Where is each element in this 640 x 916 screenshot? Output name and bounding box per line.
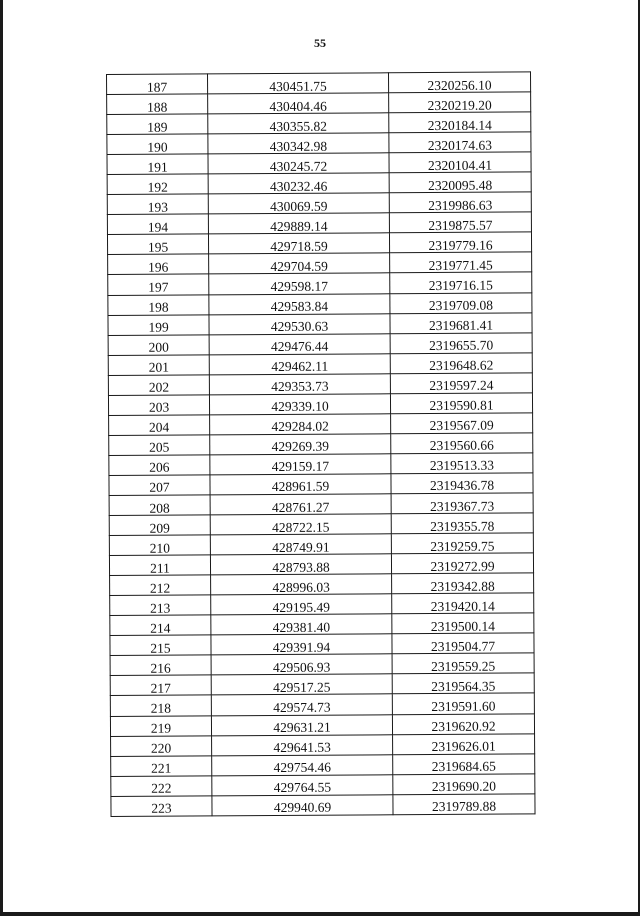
point-number-cell: 188: [107, 94, 208, 115]
y-coordinate-cell: 2319875.57: [389, 212, 531, 233]
x-coordinate-cell: 428996.03: [211, 574, 392, 595]
y-coordinate-cell: 2319648.62: [390, 353, 532, 374]
point-number-cell: 194: [107, 214, 208, 235]
x-coordinate-cell: 429391.94: [211, 634, 392, 655]
x-coordinate-cell: 429284.02: [210, 414, 391, 435]
x-coordinate-cell: 429583.84: [209, 293, 390, 314]
x-coordinate-cell: 430355.82: [208, 113, 389, 134]
table-row: [110, 693, 534, 716]
x-coordinate-cell: 429159.17: [210, 454, 391, 475]
point-number-cell: 195: [107, 234, 208, 255]
point-number-cell: 190: [107, 134, 208, 155]
y-coordinate-cell: 2319597.24: [390, 373, 532, 394]
x-coordinate-cell: 429353.73: [209, 373, 390, 394]
table-row: [108, 292, 532, 315]
y-coordinate-cell: 2320184.14: [389, 112, 531, 133]
y-coordinate-cell: 2319655.70: [390, 333, 532, 354]
point-number-cell: 214: [110, 615, 211, 636]
point-number-cell: 219: [110, 715, 211, 736]
y-coordinate-cell: 2319620.92: [392, 713, 534, 734]
point-number-cell: 207: [109, 475, 210, 496]
x-coordinate-cell: 429506.93: [211, 654, 392, 675]
table-row: [110, 613, 534, 636]
table-row: [107, 192, 531, 215]
table-row: [107, 132, 531, 155]
x-coordinate-cell: 428961.59: [210, 474, 391, 495]
point-number-cell: 210: [109, 535, 210, 556]
y-coordinate-cell: 2319564.35: [392, 673, 534, 694]
point-number-cell: 202: [108, 375, 209, 396]
point-number-cell: 187: [107, 74, 208, 95]
y-coordinate-cell: 2319567.09: [391, 413, 533, 434]
x-coordinate-cell: 429195.49: [211, 594, 392, 615]
point-number-cell: 213: [110, 595, 211, 616]
x-coordinate-cell: 429631.21: [211, 714, 392, 735]
table-row: [107, 172, 531, 195]
y-coordinate-cell: 2319771.45: [390, 252, 532, 273]
x-coordinate-cell: 429269.39: [210, 434, 391, 455]
x-coordinate-cell: 429339.10: [209, 394, 390, 415]
point-number-cell: 201: [108, 355, 209, 376]
table-row: [107, 152, 531, 175]
table-row: [108, 373, 532, 396]
x-coordinate-cell: 429476.44: [209, 333, 390, 354]
table-row: [109, 413, 533, 436]
table-row: [110, 713, 534, 736]
table-row: [108, 252, 532, 275]
y-coordinate-cell: 2319500.14: [392, 613, 534, 634]
x-coordinate-cell: 430232.46: [208, 173, 389, 194]
y-coordinate-cell: 2319504.77: [392, 633, 534, 654]
y-coordinate-cell: 2319513.33: [391, 453, 533, 474]
point-number-cell: 218: [110, 695, 211, 716]
table-row: [109, 553, 533, 576]
y-coordinate-cell: 2319591.60: [392, 693, 534, 714]
point-number-cell: 203: [108, 395, 209, 416]
y-coordinate-cell: 2319559.25: [392, 653, 534, 674]
point-number-cell: 200: [108, 334, 209, 355]
table-row: [108, 353, 532, 376]
y-coordinate-cell: 2319367.73: [391, 493, 533, 514]
y-coordinate-cell: 2319681.41: [390, 312, 532, 333]
y-coordinate-cell: 2320095.48: [389, 172, 531, 193]
point-number-cell: 196: [108, 254, 209, 275]
table-row: [108, 312, 532, 335]
table-row: [110, 653, 534, 676]
y-coordinate-cell: 2320256.10: [388, 72, 530, 93]
x-coordinate-cell: 428761.27: [210, 494, 391, 515]
scan-edge-bottom: [0, 912, 640, 916]
table-row: [111, 753, 535, 776]
point-number-cell: 221: [111, 755, 212, 776]
table-row: [111, 733, 535, 756]
table-row: [108, 272, 532, 295]
table-row: [110, 673, 534, 696]
point-number-cell: 208: [109, 495, 210, 516]
x-coordinate-cell: 430451.75: [208, 73, 389, 94]
coordinates-table-body: [107, 72, 536, 816]
scan-edge-left: [0, 0, 3, 916]
x-coordinate-cell: 430342.98: [208, 133, 389, 154]
table-row: [110, 573, 534, 596]
table-row: [108, 333, 532, 356]
x-coordinate-cell: 430069.59: [208, 193, 389, 214]
y-coordinate-cell: 2319342.88: [392, 573, 534, 594]
table-row: [107, 112, 531, 135]
table-row: [108, 393, 532, 416]
table-row: [109, 513, 533, 536]
x-coordinate-cell: 429764.55: [212, 774, 393, 795]
y-coordinate-cell: 2319420.14: [392, 593, 534, 614]
y-coordinate-cell: 2319986.63: [389, 192, 531, 213]
y-coordinate-cell: 2319779.16: [389, 232, 531, 253]
table-row: [110, 593, 534, 616]
table-row: [109, 473, 533, 496]
x-coordinate-cell: 428749.91: [210, 534, 391, 555]
point-number-cell: 191: [107, 154, 208, 175]
x-coordinate-cell: 430404.46: [208, 93, 389, 114]
table-row: [107, 72, 531, 95]
point-number-cell: 206: [109, 455, 210, 476]
point-number-cell: 192: [107, 174, 208, 195]
point-number-cell: 209: [109, 515, 210, 536]
point-number-cell: 204: [109, 415, 210, 436]
y-coordinate-cell: 2320104.41: [389, 152, 531, 173]
point-number-cell: 205: [109, 435, 210, 456]
table-row: [110, 633, 534, 656]
x-coordinate-cell: 429381.40: [211, 614, 392, 635]
point-number-cell: 197: [108, 274, 209, 295]
page-number: 55: [314, 36, 326, 50]
x-coordinate-cell: 429517.25: [211, 674, 392, 695]
y-coordinate-cell: 2319436.78: [391, 473, 533, 494]
point-number-cell: 211: [109, 555, 210, 576]
y-coordinate-cell: 2319560.66: [391, 433, 533, 454]
point-number-cell: 216: [110, 655, 211, 676]
point-number-cell: 212: [110, 575, 211, 596]
x-coordinate-cell: 429754.46: [212, 754, 393, 775]
y-coordinate-cell: 2319709.08: [390, 292, 532, 313]
table-row: [109, 453, 533, 476]
y-coordinate-cell: 2319259.75: [391, 533, 533, 554]
x-coordinate-cell: 428793.88: [210, 554, 391, 575]
y-coordinate-cell: 2319272.99: [391, 553, 533, 574]
x-coordinate-cell: 429530.63: [209, 313, 390, 334]
x-coordinate-cell: 428722.15: [210, 514, 391, 535]
point-number-cell: 223: [111, 796, 212, 817]
point-number-cell: 215: [110, 635, 211, 656]
x-coordinate-cell: 429462.11: [209, 353, 390, 374]
table-row: [107, 232, 531, 255]
x-coordinate-cell: 429889.14: [208, 213, 389, 234]
point-number-cell: 220: [111, 735, 212, 756]
x-coordinate-cell: 429704.59: [209, 253, 390, 274]
point-number-cell: 217: [110, 675, 211, 696]
y-coordinate-cell: 2319626.01: [393, 733, 535, 754]
y-coordinate-cell: 2319590.81: [390, 393, 532, 414]
table-row: [109, 533, 533, 556]
y-coordinate-cell: 2319355.78: [391, 513, 533, 534]
y-coordinate-cell: 2320174.63: [389, 132, 531, 153]
table-row: [107, 212, 531, 235]
table-row: [111, 774, 535, 797]
point-number-cell: 198: [108, 294, 209, 315]
x-coordinate-cell: 430245.72: [208, 153, 389, 174]
y-coordinate-cell: 2319684.65: [393, 753, 535, 774]
table-row: [111, 794, 535, 817]
x-coordinate-cell: 429574.73: [211, 694, 392, 715]
y-coordinate-cell: 2319690.20: [393, 774, 535, 795]
x-coordinate-cell: 429940.69: [212, 794, 393, 815]
x-coordinate-cell: 429641.53: [212, 734, 393, 755]
table-row: [109, 493, 533, 516]
point-number-cell: 189: [107, 114, 208, 135]
point-number-cell: 199: [108, 314, 209, 335]
y-coordinate-cell: 2319789.88: [393, 794, 535, 815]
y-coordinate-cell: 2319716.15: [390, 272, 532, 293]
point-number-cell: 193: [107, 194, 208, 215]
point-number-cell: 222: [111, 776, 212, 797]
x-coordinate-cell: 429718.59: [208, 233, 389, 254]
x-coordinate-cell: 429598.17: [209, 273, 390, 294]
coordinates-table: [106, 71, 536, 816]
table-row: [109, 433, 533, 456]
y-coordinate-cell: 2320219.20: [389, 92, 531, 113]
table-row: [107, 92, 531, 115]
